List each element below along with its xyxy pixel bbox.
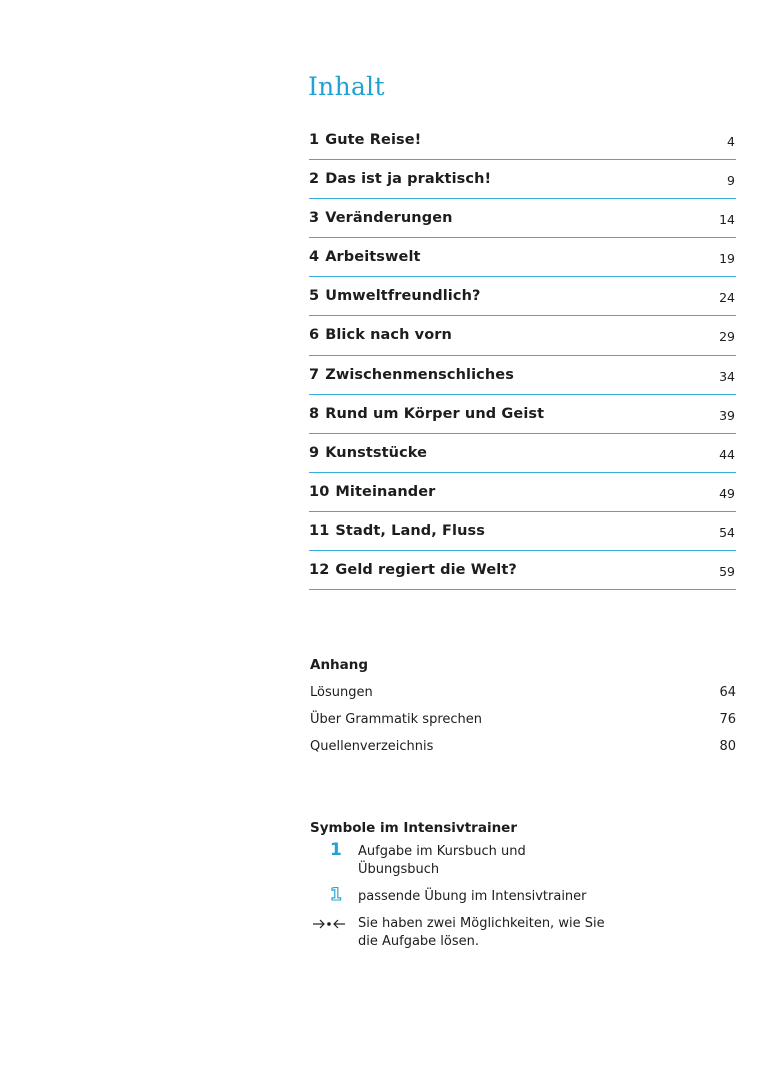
chapter-number: 9 [309,444,320,461]
chapter-row[interactable] [309,199,736,238]
chapter-row[interactable] [309,473,736,512]
solid-number-symbol: 1 [330,840,342,860]
chapter-page: 34 [719,368,735,384]
chapter-number: 7 [309,366,320,383]
chapter-title: Zwischenmenschliches [325,366,514,383]
symbols-heading: Symbole im Intensivtrainer [310,820,517,836]
chapter-row[interactable] [309,160,736,199]
chapter-number: 10 [309,483,330,500]
symbol-legend-item [310,915,610,951]
chapter-title: Stadt, Land, Fluss [335,522,485,539]
chapter-row[interactable] [309,395,736,434]
chapter-title: Miteinander [335,483,436,500]
symbol-description: Aufgabe im Kursbuch und Übungsbuch [358,844,526,877]
chapter-page: 14 [719,212,735,228]
chapter-title: Umweltfreundlich? [325,288,481,305]
appendix-item-label: Über Grammatik sprechen [310,712,482,727]
symbol-legend-item [310,885,610,906]
appendix-item-page: 76 [719,712,736,727]
chapter-page: 39 [719,407,735,423]
appendix-list [310,682,736,763]
chapter-row[interactable] [309,316,736,355]
appendix-item-label: Quellenverzeichnis [310,739,434,754]
chapter-number: 1 [309,132,320,148]
chapter-row[interactable] [309,277,736,316]
chapter-title: Kunststücke [325,444,428,461]
chapter-number: 8 [309,405,320,422]
two-options-arrows-icon [312,917,346,931]
chapter-number: 2 [309,171,320,188]
appendix-item-page: 64 [719,685,736,700]
page-title: Inhalt [308,72,385,101]
symbol-description: Sie haben zwei Möglichkeiten, wie Sie die Aufgabe lösen. [358,916,605,949]
chapter-title: Arbeitswelt [325,249,421,266]
symbol-legend-item [310,840,610,879]
chapter-list [309,121,736,590]
chapter-title: Rund um Körper und Geist [325,405,545,422]
chapter-number: 6 [309,327,320,344]
chapter-page: 44 [719,446,735,462]
symbol-description: passende Übung im Intensivtrainer [358,889,587,904]
chapter-row[interactable] [309,121,736,160]
chapter-page: 9 [727,173,735,189]
chapter-title: Das ist ja praktisch! [325,171,492,188]
chapter-page: 59 [719,564,735,580]
chapter-page: 29 [719,329,735,345]
chapter-title: Gute Reise! [325,132,422,148]
chapter-row[interactable] [309,512,736,551]
symbols-legend [310,840,610,960]
chapter-number: 12 [309,562,330,579]
chapter-row[interactable] [309,238,736,277]
chapter-number: 3 [309,210,320,227]
chapter-number: 4 [309,249,320,266]
appendix-item[interactable] [310,709,736,736]
chapter-page: 49 [719,485,735,501]
chapter-page: 4 [727,134,735,149]
appendix-item-label: Lösungen [310,685,373,700]
chapter-title: Geld regiert die Welt? [335,562,517,579]
chapter-title: Blick nach vorn [325,327,452,344]
appendix-heading: Anhang [310,657,369,673]
appendix-item[interactable] [310,736,736,763]
chapter-number: 11 [309,522,330,539]
chapter-row[interactable] [309,434,736,473]
appendix-item[interactable] [310,682,736,709]
chapter-row[interactable] [309,551,736,590]
chapter-number: 5 [309,288,320,305]
chapter-page: 19 [719,251,735,267]
appendix-item-page: 80 [719,739,736,754]
chapter-row[interactable] [309,356,736,395]
chapter-title: Veränderungen [325,210,453,227]
chapter-page: 54 [719,524,735,540]
chapter-page: 24 [719,290,735,306]
outline-number-symbol: 1 [330,885,342,905]
